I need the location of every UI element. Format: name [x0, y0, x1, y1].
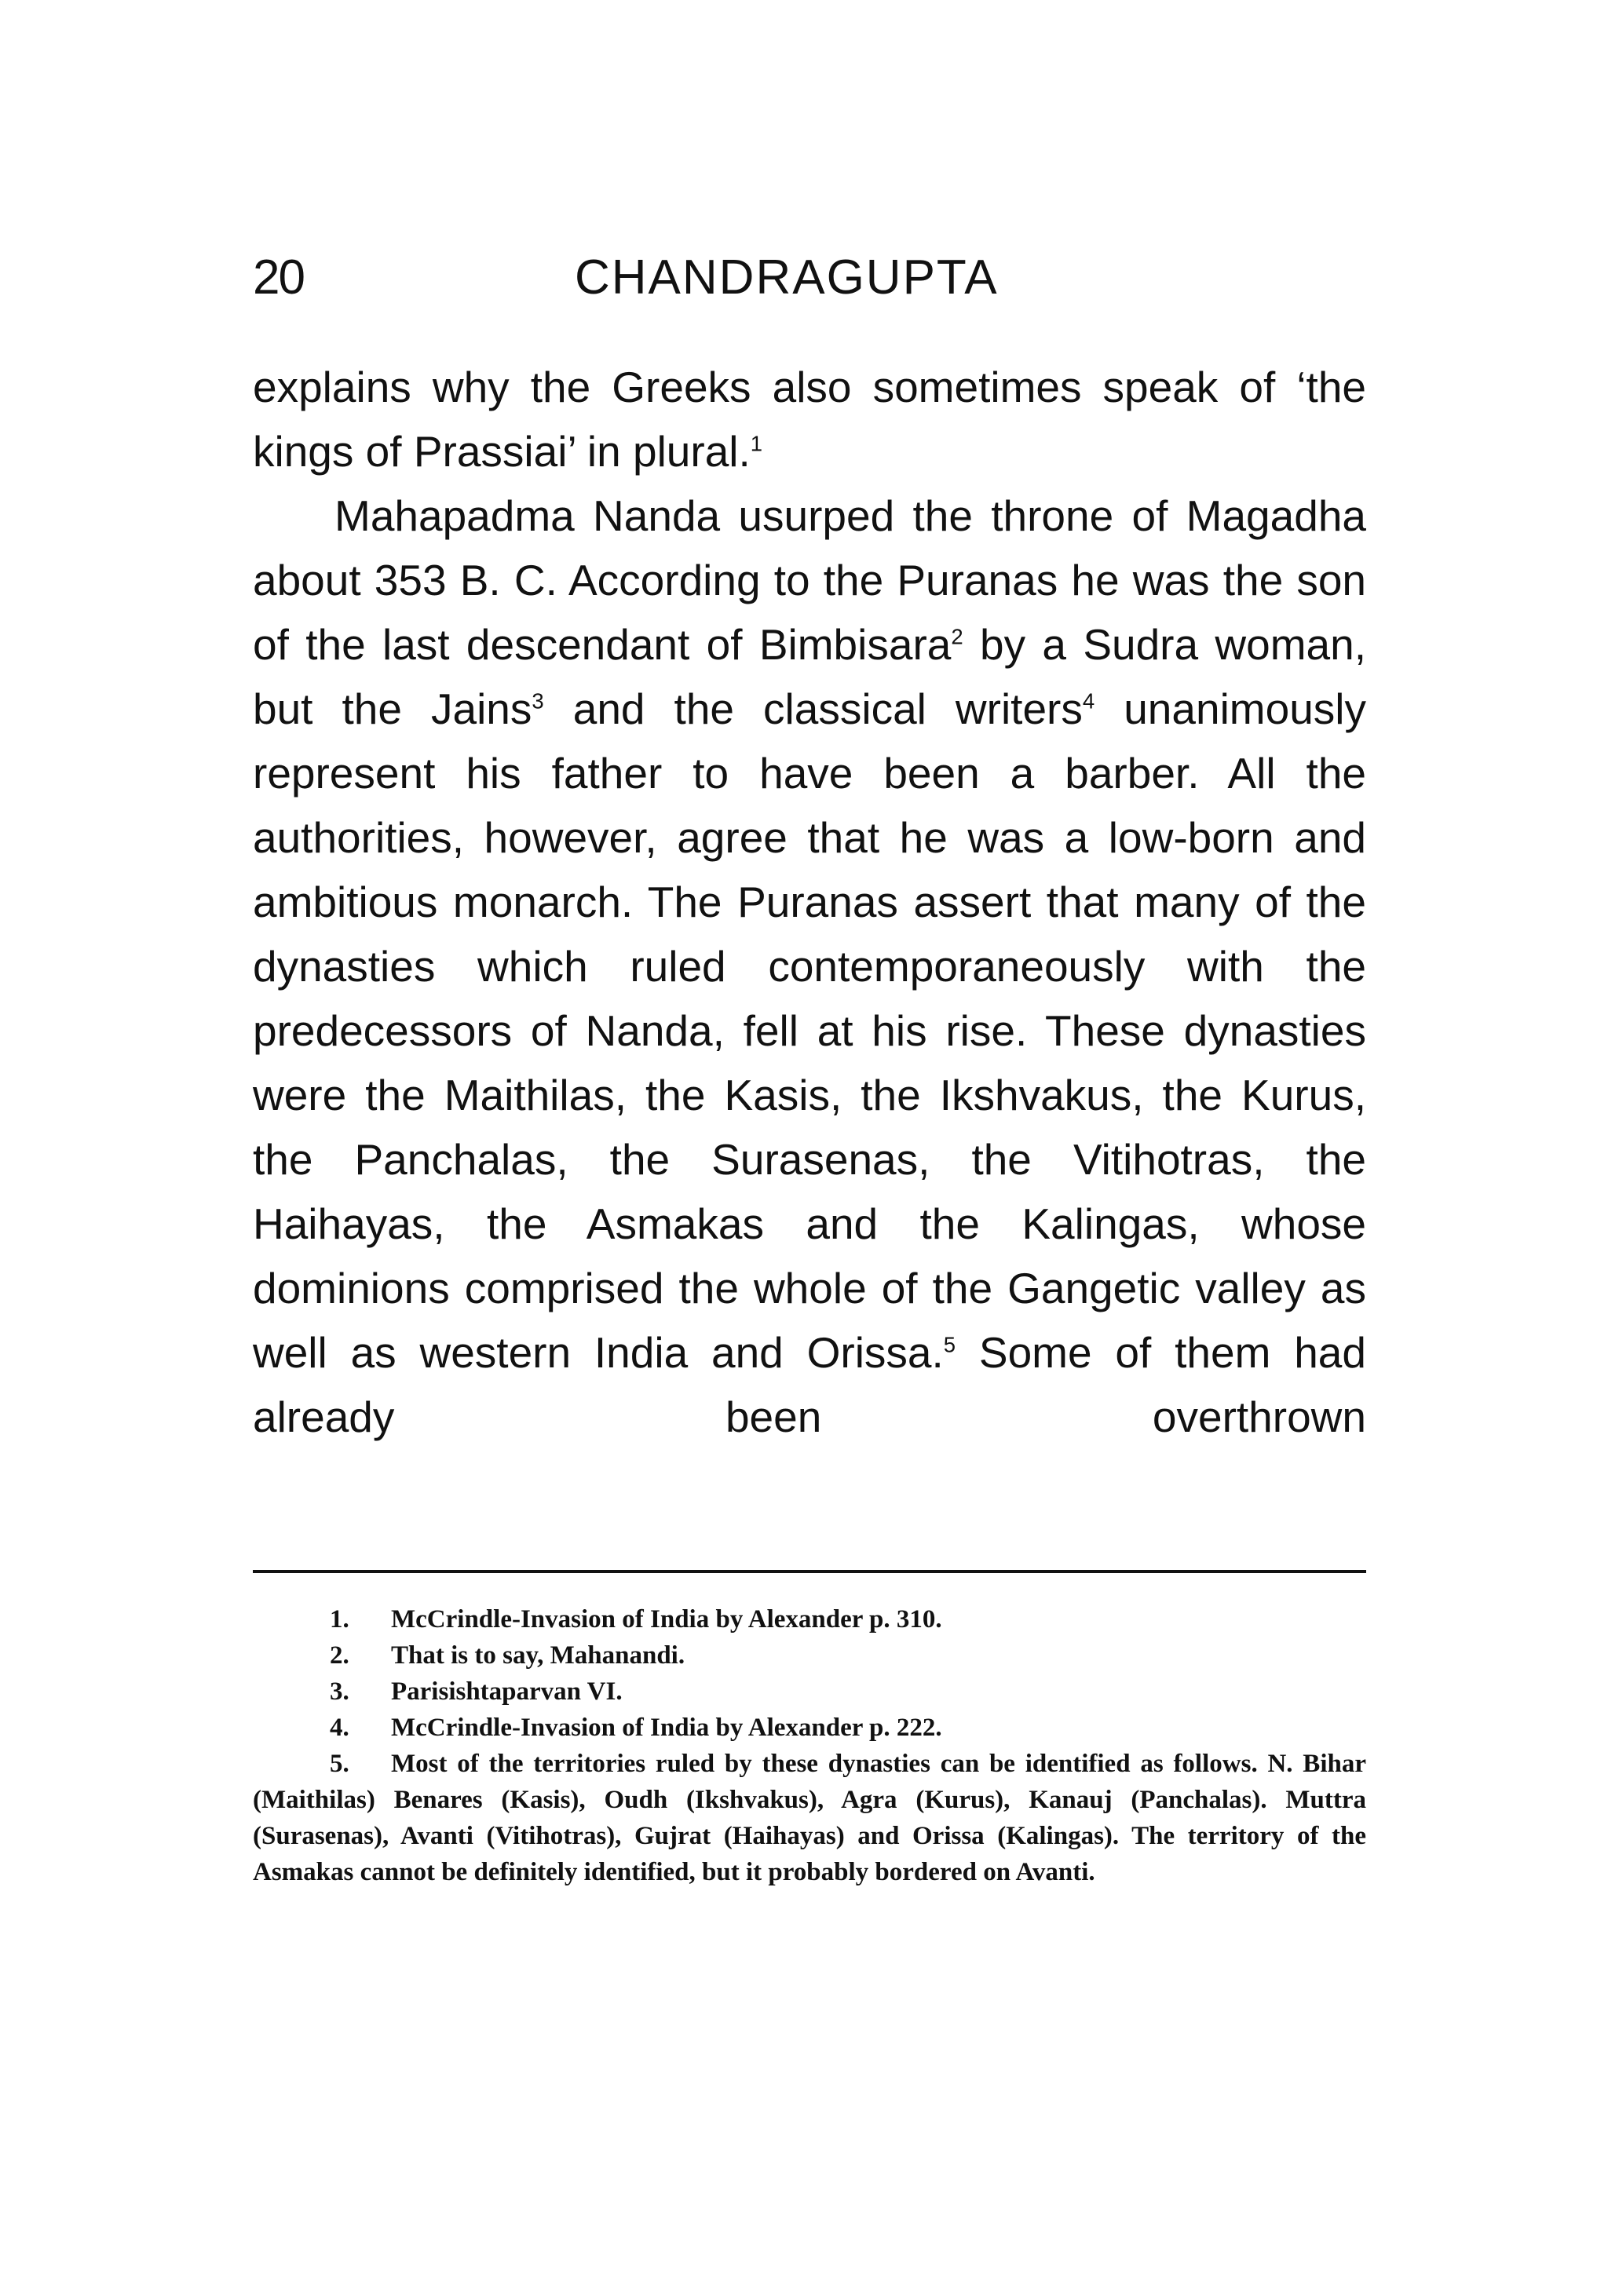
footnote-number: 2. [330, 1641, 349, 1670]
footnote-text: McCrindle-Invasion of India by Alexander p. 310. [391, 1605, 942, 1633]
footnote-number: 3. [330, 1677, 349, 1706]
footnote-number: 5. [330, 1750, 349, 1778]
footnote [253, 1710, 1366, 1746]
footnote-text: Parisishtaparvan VI. [391, 1677, 623, 1706]
running-head: CHANDRAGUPTA [575, 250, 999, 305]
footnote-ref: 2 [951, 624, 963, 649]
footnote-ref: 4 [1082, 688, 1095, 714]
paragraph-text: by a Sudra woman, but the Jains [253, 620, 1366, 733]
footnote-text: McCrindle-Invasion of India by Alexander p. 222. [391, 1714, 942, 1742]
paragraph-text: explains why the Greeks also sometimes speak of ‘the kings of Prassiai’ in plural. [253, 363, 1366, 476]
footnote-number: 4. [330, 1714, 349, 1742]
footnotes [253, 1601, 1366, 1890]
footnote-ref: 5 [943, 1332, 956, 1357]
body-text [253, 355, 1366, 1449]
footnote-divider [253, 1570, 1366, 1573]
footnote [253, 1601, 1366, 1637]
paragraph [253, 355, 1366, 484]
page-number: 20 [253, 250, 304, 305]
footnote [253, 1637, 1366, 1674]
paragraph-text: Mahapadma Nanda usurped the throne of Magadha about 353 B. C. According to the Puranas he was the son of the last descendant of Bimbisara [253, 491, 1366, 669]
paragraph [253, 484, 1366, 1449]
paragraph-text: unanimously represent his father to have been a barber. All the authorities, however, agree that he was a low-born and ambitious monarch. The Puranas assert that many of the dynasties which ruled contemporaneously with the predecessors of Nanda, fell at his rise. These dynasties were the Maithilas, the Kasis, the Ikshvakus, the Kurus, the Panchalas, the Surasenas, the Vitihotras, the Haihayas, the Asmakas and the Kalingas, whose dominions comprised the whole of the Gangetic valley as well as western India and Orissa. [253, 684, 1366, 1377]
footnote-text: That is to say, Mahanandi. [391, 1641, 685, 1670]
footnote-text: Most of the territories ruled by these dynasties can be identified as follows. N. Bihar (Maithilas) Benares (Kasis), Oudh (Ikshvakus), Agra (Kurus), Kanauj (Panchalas). Muttra (Surasenas), Avanti (Vitihotras), Gujrat (Haihayas) and Orissa (Kalingas). The territory of the Asmakas cannot be definitely identified, but it probably bordered on Avanti. [253, 1750, 1366, 1886]
footnote-ref: 1 [750, 431, 763, 456]
footnote-number: 1. [330, 1605, 349, 1633]
footnote [253, 1674, 1366, 1710]
footnote-ref: 3 [532, 688, 544, 714]
footnote [253, 1746, 1366, 1890]
paragraph-text: Some of them had already been overthrown [253, 1328, 1366, 1441]
paragraph-text: and the classical writers [543, 684, 1083, 733]
